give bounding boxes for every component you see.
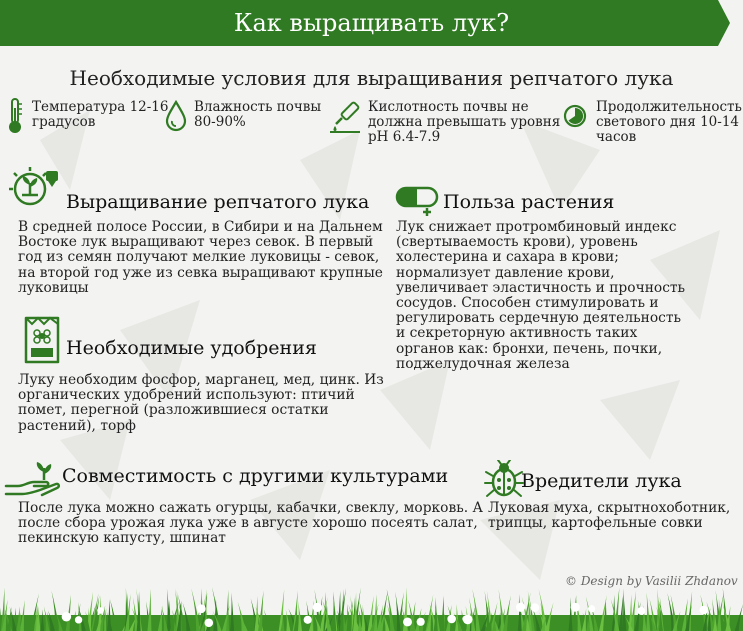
hand-sprout-icon: [4, 460, 62, 498]
condition-humidity: Влажность почвы 80-90%: [194, 99, 322, 130]
page-title: Как выращивать лук?: [233, 9, 510, 37]
beetle-icon: [484, 460, 524, 500]
fertilizers-title: Необходимые удобрения: [66, 337, 317, 359]
condition-acidity: Кислотность почвы не должна превышать уровня рН 6.4-7.9: [368, 99, 561, 145]
growing-text: В средней полосе России, в Сибири и на Дальнем Востоке лук выращивают через севок. В первый год из семян получают мелкие луковицы - севок, на второй год уже из севка выращивают крупные луковицы: [18, 219, 383, 296]
design-credit: © Design by Vasilii Zhdanov: [565, 574, 738, 588]
benefits-text: Лук снижает протромбиновый индекс (свертываемость крови), уровень холестерина и сахара в крови; нормализует давление крови, увеличивает эластичность и прочность сосудов. Способен стимулировать и регулировать сердечную деятельность и секреторную активность таких органов как: бронхи, печень, почки, поджелудочная железа: [396, 219, 686, 372]
condition-temperature: Температура 12-16 градусов: [32, 99, 169, 130]
pests-text: Луковая муха, скрытнохоботник, трипцы, картофельные совки: [488, 500, 731, 532]
daylight-clock-icon: [563, 104, 587, 128]
grass-decoration: [0, 585, 743, 631]
thermometer-icon: [6, 98, 24, 134]
benefits-title: Польза растения: [443, 191, 615, 213]
fertilizer-bag-icon: [20, 314, 64, 366]
sprout-sun-icon: [8, 165, 60, 213]
compatibility-title: Совместимость с другими культурами: [62, 465, 449, 487]
fertilizers-text: Луку необходим фосфор, марганец, мед, цинк. Из органических удобрений используют: птичий помет, перегной (разложившиеся остатки растений), торф: [18, 372, 384, 434]
growing-title: Выращивание репчатого лука: [66, 191, 370, 213]
pill-icon: [395, 186, 441, 216]
condition-daylight: Продолжительность светового дня 10-14 часов: [596, 99, 742, 145]
dropper-icon: [328, 100, 362, 134]
compatibility-text: После лука можно сажать огурцы, кабачки, свеклу, морковь. А после сбора урожая лука уже в августе хорошо посеять салат, пекинскую капусту, шпинат: [18, 500, 483, 547]
water-drop-icon: [164, 100, 188, 132]
conditions-title: Необходимые условия для выращивания репчатого лука: [69, 66, 674, 90]
pests-title: Вредители лука: [521, 470, 682, 492]
